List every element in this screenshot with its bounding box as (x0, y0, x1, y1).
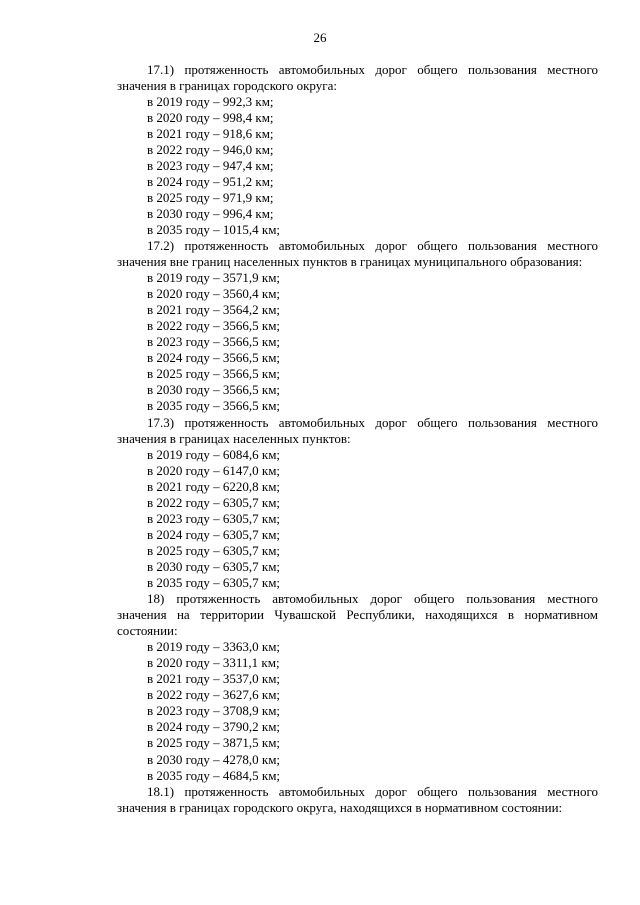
list-item: в 2021 году – 6220,8 км; (147, 478, 281, 494)
section-paragraph: 18) протяженность автомобильных дорог общего пользования местного значения на территории Чувашской Республики, находящихся в нормативном состоянии: (117, 591, 598, 639)
section-paragraph: 17.3) протяженность автомобильных дорог общего пользования местного значения в границах населенных пунктов: (117, 414, 598, 446)
list-item: в 2023 году – 947,4 км; (147, 157, 274, 173)
list-item: в 2022 году – 6305,7 км; (147, 494, 281, 510)
section-paragraph: 17.1) протяженность автомобильных дорог общего пользования местного значения в границах городского округа: (117, 61, 598, 93)
list-item: в 2024 году – 6305,7 км; (147, 526, 281, 542)
list-item: в 2024 году – 3566,5 км; (147, 350, 281, 366)
list-item: в 2035 году – 4684,5 км; (147, 767, 281, 783)
list-item: в 2023 году – 3708,9 км; (147, 703, 281, 719)
list-item: в 2030 году – 4278,0 км; (147, 751, 281, 767)
list-item: в 2023 году – 3566,5 км; (147, 334, 281, 350)
list-item: в 2022 году – 3566,5 км; (147, 318, 281, 334)
list-item: в 2035 году – 6305,7 км; (147, 575, 281, 590)
document-body (117, 62, 598, 816)
list-item: в 2019 году – 6084,6 км; (147, 446, 281, 462)
list-item: в 2019 году – 3571,9 км; (147, 270, 281, 286)
page-number: 26 (313, 30, 327, 45)
list-item: в 2020 году – 998,4 км; (147, 109, 274, 125)
list-item: в 2025 году – 971,9 км; (147, 189, 274, 205)
section-paragraph: 17.2) протяженность автомобильных дорог общего пользования местного значения вне границ населенных пунктов в границах муниципального образования: (117, 238, 598, 270)
section-paragraph: 18.1) протяженность автомобильных дорог общего пользования местного значения в границах городского округа, находящихся в нормативном состоянии: (117, 783, 598, 815)
list-item: в 2023 году – 6305,7 км; (147, 510, 281, 526)
list-item: в 2022 году – 946,0 км; (147, 141, 274, 157)
list-item: в 2024 году – 951,2 км; (147, 173, 274, 189)
list-item: в 2035 году – 3566,5 км; (147, 398, 281, 414)
list-item: в 2030 году – 3566,5 км; (147, 382, 281, 398)
list-item: в 2021 году – 918,6 км; (147, 125, 274, 141)
list-item: в 2019 году – 3363,0 км; (147, 639, 281, 655)
list-item: в 2022 году – 3627,6 км; (147, 687, 281, 703)
list-item: в 2021 году – 3564,2 км; (147, 302, 281, 318)
list-item: в 2019 году – 992,3 км; (147, 93, 274, 109)
list-item: в 2035 году – 1015,4 км; (147, 221, 281, 237)
list-item: в 2020 году – 3560,4 км; (147, 286, 281, 302)
list-item: в 2021 году – 3537,0 км; (147, 671, 281, 687)
list-item: в 2020 году – 3311,1 км; (147, 655, 280, 671)
list-item: в 2025 году – 3871,5 км; (147, 735, 281, 751)
list-item: в 2025 году – 3566,5 км; (147, 366, 281, 382)
list-item: в 2030 году – 996,4 км; (147, 205, 274, 221)
list-item: в 2030 году – 6305,7 км; (147, 558, 281, 574)
list-item: в 2024 году – 3790,2 км; (147, 719, 281, 735)
list-item: в 2025 году – 6305,7 км; (147, 542, 281, 558)
list-item: в 2020 году – 6147,0 км; (147, 462, 281, 478)
